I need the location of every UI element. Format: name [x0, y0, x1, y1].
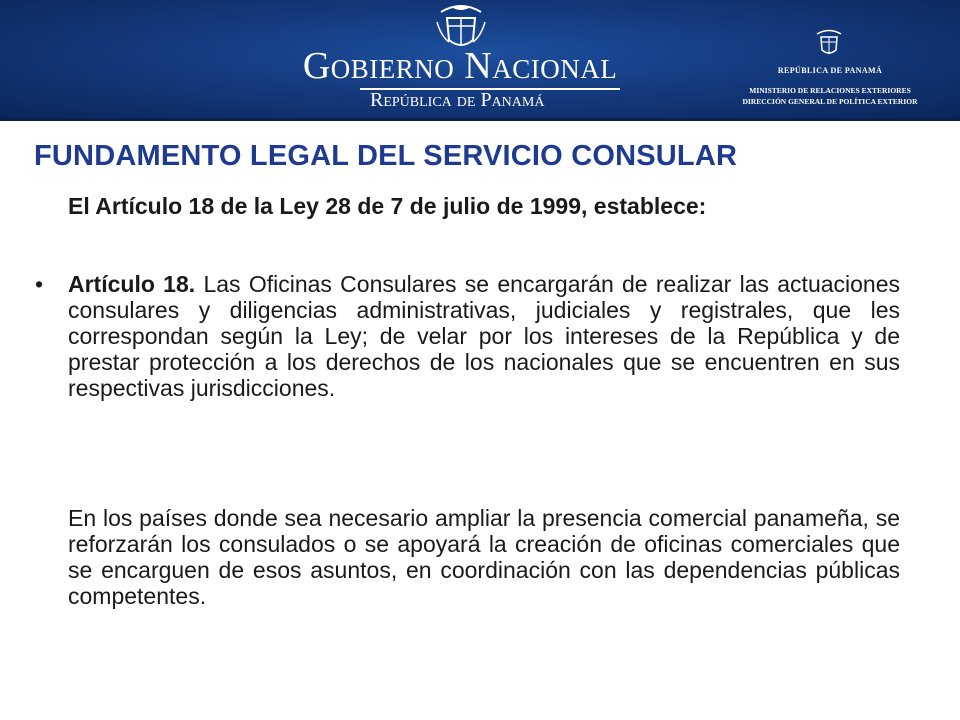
ministry-name: MINISTERIO DE RELACIONES EXTERIORES	[749, 86, 911, 95]
slide-title: FUNDAMENTO LEGAL DEL SERVICIO CONSULAR	[34, 140, 738, 172]
article-text: Las Oficinas Consulares se encargarán de realizar las actuaciones consulares y diligencias administrativas, judiciales y registrales, que les correspondan según la Ley; de velar por los intereses de la República y de prestar protección a los derechos de los nacionales que se encuentren en sus respectivas jurisdicciones.	[68, 271, 901, 401]
ministry-logo	[700, 0, 960, 118]
government-subtitle: República de Panamá	[370, 89, 545, 111]
bullet-icon: •	[35, 271, 44, 297]
ministry-department: DIRECCIÓN GENERAL DE POLÍTICA EXTERIOR	[742, 97, 918, 106]
article-paragraph	[68, 271, 900, 401]
small-coat-of-arms-icon	[814, 28, 844, 60]
ministry-country: REPÚBLICA DE PANAMÁ	[777, 66, 883, 75]
header-banner	[0, 0, 960, 118]
gobierno-nacional-logo	[300, 0, 620, 118]
government-title: Gobierno Nacional	[302, 45, 618, 87]
banner-divider	[0, 118, 960, 121]
intro-text: El Artículo 18 de la Ley 28 de 7 de julio de 1999, establece:	[68, 193, 707, 219]
article-label: Artículo 18.	[68, 271, 196, 297]
second-paragraph: En los países donde sea necesario ampliar la presencia comercial panameña, se reforzarán los consulados o se apoyará la creación de oficinas comerciales que se encarguen de esos asuntos, en coordinación con las dependencias públicas competentes.	[68, 505, 900, 609]
